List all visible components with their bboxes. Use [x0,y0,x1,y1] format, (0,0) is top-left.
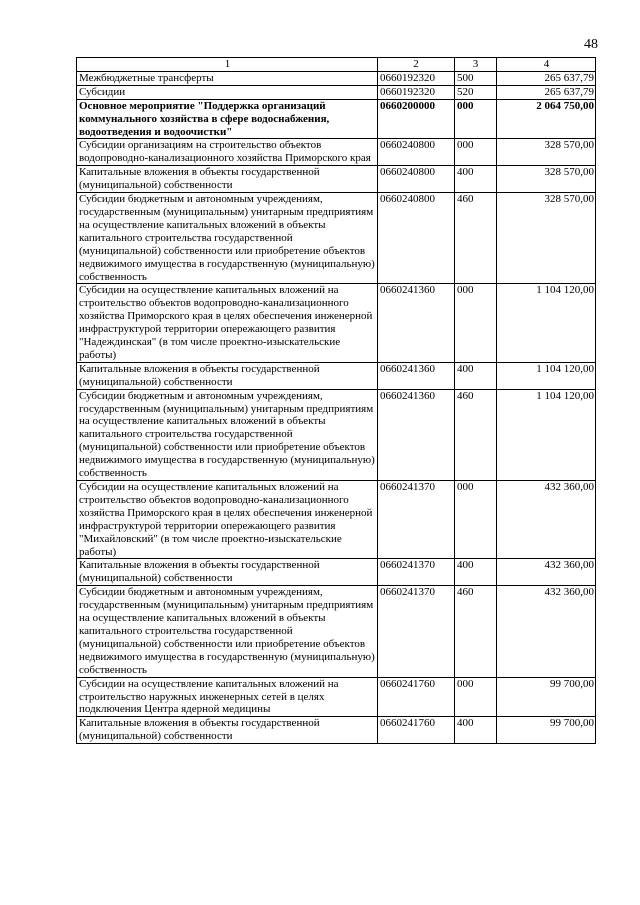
row-name: Субсидии на осуществление капитальных вложений на строительство наружных инженерных сетей в целях подключения Центра ядерной медицины [77,677,378,717]
table-row [77,481,596,559]
table-row [77,85,596,99]
header-col-1: 1 [77,58,378,72]
table-row [77,559,596,586]
row-code: 0660240800 [378,139,455,166]
row-expense-type: 400 [455,166,497,193]
row-expense-type: 400 [455,559,497,586]
row-code: 0660241370 [378,559,455,586]
row-name: Капитальные вложения в объекты государственной (муниципальной) собственности [77,166,378,193]
row-amount: 99 700,00 [497,677,596,717]
row-amount: 328 570,00 [497,166,596,193]
table-row [77,99,596,139]
row-expense-type: 520 [455,85,497,99]
table-row [77,586,596,677]
row-amount: 432 360,00 [497,586,596,677]
row-amount: 2 064 750,00 [497,99,596,139]
row-name: Субсидии организациям на строительство объектов водопроводно-канализационного хозяйства Приморского края [77,139,378,166]
row-code: 0660241370 [378,586,455,677]
budget-table-body [77,58,596,744]
header-col-3: 3 [455,58,497,72]
table-row [77,284,596,362]
row-expense-type: 000 [455,284,497,362]
row-code: 0660241760 [378,677,455,717]
row-name: Основное мероприятие "Поддержка организаций коммунального хозяйства в сфере водоснабжения, водоотведения и водоочистки" [77,99,378,139]
header-col-4: 4 [497,58,596,72]
row-code: 0660240800 [378,193,455,284]
row-code: 0660200000 [378,99,455,139]
row-name: Субсидии бюджетным и автономным учреждениям, государственным (муниципальным) унитарным предприятиям на осуществление капитальных вложений в объекты капитального строительства государственной (муниципальной) собственности или приобретение объектов недвижимого имущества в государственную (муниципальную) собственность [77,586,378,677]
row-code: 0660192320 [378,71,455,85]
table-row [77,139,596,166]
row-expense-type: 000 [455,677,497,717]
row-code: 0660192320 [378,85,455,99]
row-expense-type: 400 [455,362,497,389]
row-amount: 265 637,79 [497,71,596,85]
table-row [77,389,596,480]
row-name: Субсидии бюджетным и автономным учреждениям, государственным (муниципальным) унитарным предприятиям на осуществление капитальных вложений в объекты капитального строительства государственной (муниципальной) собственности или приобретение объектов недвижимого имущества в государственную (муниципальную) собственность [77,193,378,284]
row-expense-type: 000 [455,99,497,139]
row-code: 0660241360 [378,362,455,389]
row-code: 0660241360 [378,284,455,362]
row-name: Капитальные вложения в объекты государственной (муниципальной) собственности [77,362,378,389]
table-row [77,717,596,744]
row-expense-type: 500 [455,71,497,85]
row-amount: 265 637,79 [497,85,596,99]
table-row [77,71,596,85]
row-amount: 1 104 120,00 [497,362,596,389]
page-number: 48 [584,37,598,52]
row-amount: 328 570,00 [497,139,596,166]
row-name: Субсидии на осуществление капитальных вложений на строительство объектов водопроводно-канализационного хозяйства Приморского края в целях обеспечения инженерной инфраструктурой территории опережающего развития "Михайловский" (в том числе проектно-изыскательские работы) [77,481,378,559]
budget-table [76,57,596,744]
row-name: Капитальные вложения в объекты государственной (муниципальной) собственности [77,559,378,586]
table-header-row [77,58,596,72]
row-amount: 432 360,00 [497,559,596,586]
row-name: Капитальные вложения в объекты государственной (муниципальной) собственности [77,717,378,744]
row-amount: 328 570,00 [497,193,596,284]
row-expense-type: 460 [455,193,497,284]
row-name: Субсидии бюджетным и автономным учреждениям, государственным (муниципальным) унитарным предприятиям на осуществление капитальных вложений в объекты капитального строительства государственной (муниципальной) собственности или приобретение объектов недвижимого имущества в государственную (муниципальную) собственность [77,389,378,480]
row-code: 0660241360 [378,389,455,480]
row-amount: 99 700,00 [497,717,596,744]
row-name: Субсидии [77,85,378,99]
row-amount: 1 104 120,00 [497,389,596,480]
row-code: 0660241370 [378,481,455,559]
row-expense-type: 000 [455,139,497,166]
row-amount: 1 104 120,00 [497,284,596,362]
row-code: 0660240800 [378,166,455,193]
table-row [77,193,596,284]
table-row [77,362,596,389]
header-col-2: 2 [378,58,455,72]
table-row [77,166,596,193]
row-expense-type: 400 [455,717,497,744]
row-code: 0660241760 [378,717,455,744]
row-name: Межбюджетные трансферты [77,71,378,85]
row-expense-type: 000 [455,481,497,559]
table-row [77,677,596,717]
row-expense-type: 460 [455,586,497,677]
row-expense-type: 460 [455,389,497,480]
row-amount: 432 360,00 [497,481,596,559]
row-name: Субсидии на осуществление капитальных вложений на строительство объектов водопроводно-канализационного хозяйства Приморского края в целях обеспечения инженерной инфраструктурой территории опережающего развития "Надеждинская" (в том числе проектно-изыскательские работы) [77,284,378,362]
